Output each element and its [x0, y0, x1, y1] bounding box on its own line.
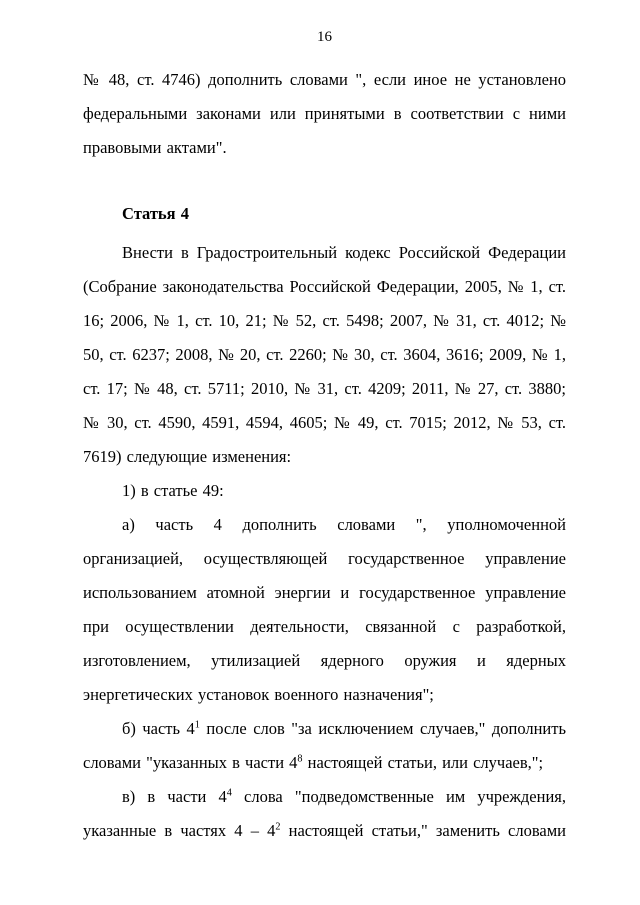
document-body	[83, 63, 566, 848]
para-article-4-intro: Внести в Градостроительный кодекс Российской Федерации (Собрание законодательства Российской Федерации, 2005, № 1, ст. 16; 2006, № 1, ст. 10, 21; № 52, ст. 5498; 2007, № 31, ст. 4012; № 50, ст. 6237; 2008, № 20, ст. 2260; № 30, ст. 3604, 3616; 2009, № 1, ст. 17; № 48, ст. 5711; 2010, № 31, ст. 4209; 2011, № 27, ст. 3880; № 30, ст. 4590, 4591, 4594, 4605; № 49, ст. 7015; 2012, № 53, ст. 7619) следующие изменения:	[83, 243, 566, 466]
para-item-1b: б) часть $4^1$ после слов "за исключением случаев," дополнить словами "указанных в части $4^8$ настоящей статьи, или случаев,";	[83, 719, 566, 772]
superscript: 1	[194, 719, 200, 731]
para-item-1: 1) в статье 49:	[122, 481, 224, 500]
superscript: 4	[226, 787, 232, 799]
page-number: 16	[317, 29, 332, 45]
superscript: 2	[275, 821, 281, 833]
article-4-heading: Статья 4	[122, 204, 189, 223]
para-continuation-from-previous-page: № 48, ст. 4746) дополнить словами ", если иное не установлено федеральными законами или принятыми в соответствии с ними правовыми актами".	[83, 70, 566, 157]
para-item-1v: в) в части $4^4$ слова "подведомственные им учреждения, указанные в частях $4 - 4^2$ настоящей статьи," заменить словами	[83, 787, 567, 840]
para-item-1a: а) часть 4 дополнить словами ", уполномоченной организацией, осуществляющей государственное управление использованием атомной энергии и государственное управление при осуществлении деятельности, связанной с разработкой, изготовлением, утилизацией ядерного оружия и ядерных энергетических установок военного назначения";	[83, 515, 566, 704]
superscript: 8	[297, 753, 303, 765]
